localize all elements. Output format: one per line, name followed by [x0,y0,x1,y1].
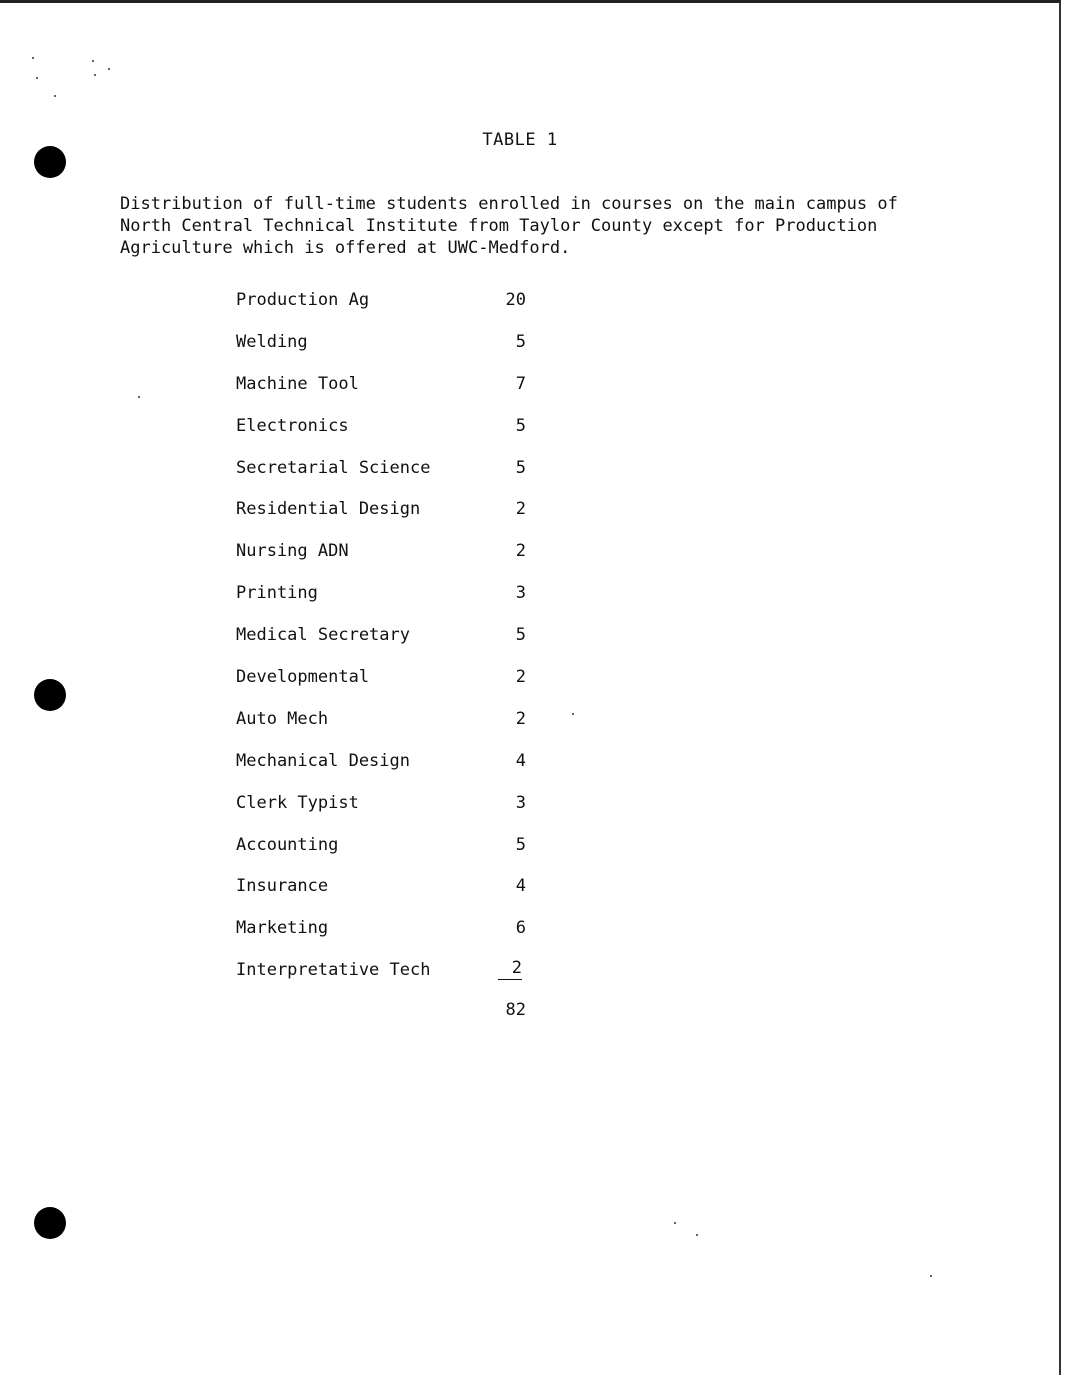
student-count: 2 [515,708,526,729]
table-title: TABLE 1 [482,130,558,150]
scan-speck [674,1222,676,1224]
course-label: Clerk Typist [236,792,359,813]
scan-speck [696,1234,698,1236]
punch-hole [34,679,66,711]
course-label: Residential Design [236,499,421,520]
course-label: Secretarial Science [236,457,431,478]
course-label: Interpretative Tech [236,960,431,981]
scan-speck [92,60,94,62]
student-count: 20 [505,290,526,310]
course-label: Machine Tool [236,373,359,394]
scan-speck [930,1275,932,1277]
student-count: 5 [515,457,526,478]
scan-speck [54,95,56,97]
student-count: 4 [515,876,526,897]
student-count: 5 [515,834,526,855]
total-value: 82 [505,1000,526,1020]
course-label: Electronics [236,415,349,436]
course-label: Medical Secretary [236,625,410,646]
course-label: Welding [236,331,308,352]
student-count: 5 [515,625,526,646]
course-label: Production Ag [236,290,370,310]
student-count: 5 [515,415,526,436]
scan-speck [138,396,140,398]
student-count: 3 [515,792,526,813]
student-count: 4 [515,750,526,771]
course-label: Mechanical Design [236,750,410,771]
student-count: 2 [498,957,522,980]
table-description: Distribution of full-time students enrolled in courses on the main campus of North Central Technical Institute from Taylor County except for Production Agriculture which is offered at UWC-Medford. [120,194,898,258]
student-count: 2 [515,667,526,688]
student-count: 3 [515,583,526,604]
course-label: Insurance [236,876,329,897]
student-count: 7 [515,373,526,394]
scan-speck [94,74,96,76]
student-count: 2 [515,499,526,520]
student-count: 6 [515,918,526,939]
course-label: Accounting [236,834,339,855]
scan-speck [108,68,110,70]
scan-speck [32,57,34,59]
course-label: Nursing ADN [236,541,349,562]
scan-speck [572,713,574,715]
course-label: Marketing [236,918,329,939]
scan-speck [36,77,38,79]
student-count: 2 [515,541,526,562]
student-count: 5 [515,331,526,352]
punch-hole [34,1207,66,1239]
course-label: Printing [236,583,318,604]
punch-hole [34,146,66,178]
course-label: Auto Mech [236,708,329,729]
course-label: Developmental [236,667,370,688]
